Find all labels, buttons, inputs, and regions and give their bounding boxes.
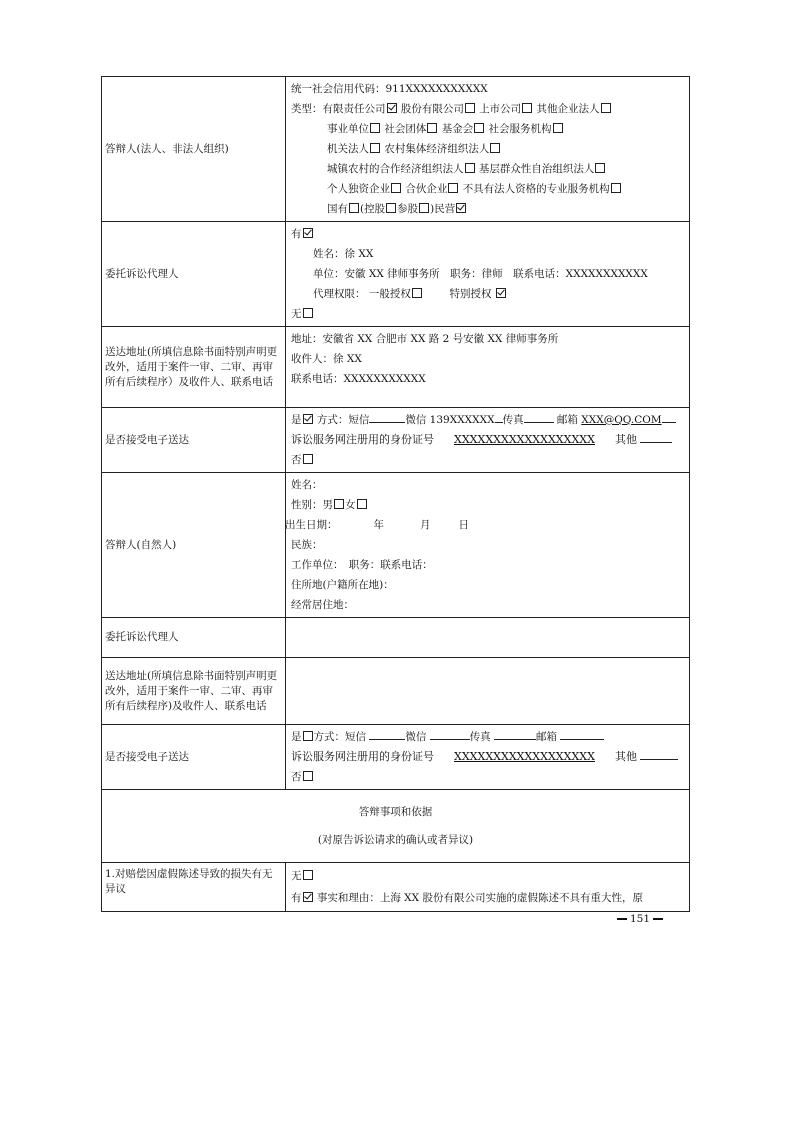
esvc2-other-field[interactable] [640,748,678,760]
item1-yes-label: 有 [291,892,302,904]
esvc1-label: 是否接受电子送达 [102,408,286,473]
female-checkbox[interactable] [357,499,367,509]
entity-type-checkbox[interactable] [465,163,475,173]
agent1-label: 委托诉讼代理人 [102,222,286,327]
entity-type-checkbox[interactable] [387,103,397,113]
section-heading [102,790,690,863]
sms-field[interactable] [369,411,405,423]
day-label: 日 [458,519,469,531]
fax-field[interactable] [524,411,554,423]
private-checkbox[interactable] [456,203,466,213]
entity-type-row5 [291,179,685,199]
agent2-value[interactable] [286,618,690,658]
entity-type-checkbox[interactable] [474,123,484,133]
esvc1-email-value[interactable]: XXX@QQ.COM [581,414,662,426]
esvc2-sms-field[interactable] [369,728,405,740]
address1-recipient: 收件人：徐 XX [291,353,362,365]
entity-type-option-label: 社会服务机构 [488,123,552,135]
entity-type-checkbox[interactable] [595,163,605,173]
holding-checkbox[interactable] [386,203,396,213]
address2-row [102,658,690,725]
natural-label: 答辩人(自然人) [102,473,286,618]
agent1-yes-checkbox[interactable] [303,228,313,238]
entity-type-checkbox[interactable] [448,183,458,193]
agent1-authority [291,284,685,304]
agent1-no [291,304,685,324]
ownership-private-label: )民营 [430,203,456,215]
esvc1-no-checkbox[interactable] [303,454,313,464]
item1-row [102,863,690,912]
male-checkbox[interactable] [334,499,344,509]
address2-value[interactable] [286,658,690,725]
address1-row [102,327,690,408]
general-auth-label: 一般授权 [368,288,411,300]
entity-type-row1 [291,99,685,119]
natural-work: 工作单位： 职务：联系电话： [291,559,433,571]
section-title: 答辩事项和依据 [358,806,433,818]
esvc1-no-label: 否 [291,454,302,466]
entity-type-option-label: 农村集体经济组织法人 [384,143,490,155]
item1-no-checkbox[interactable] [303,870,313,880]
agent2-row [102,618,690,658]
address1-addr: 地址：安徽省 XX 合肥市 XX 路 2 号安徽 XX 律师事务所 [291,333,559,345]
esvc2-id-line [291,747,685,767]
agent1-name: 姓名：徐 XX [313,248,374,260]
defense-form-table [101,76,690,912]
natural-residence: 经常居住地： [291,599,354,611]
legal-entity-row [102,77,690,222]
esvc2-method: 方式：短信 [313,731,366,743]
esvc1-wechat: 微信 139XXXXXX [405,414,495,426]
entity-type-option-label: 城镇农村的合作经济组织法人 [327,163,464,175]
special-auth-checkbox[interactable] [496,288,506,298]
agent1-unit: 单位：安徽 XX 律师事务所 职务：律师 联系电话：XXXXXXXXXXX [313,268,648,280]
section-subtitle: (对原告诉讼请求的确认或者异议) [317,834,474,846]
esvc1-id-line [291,430,685,450]
agent1-yes [291,224,685,244]
item1-label: 1.对赔偿因虚假陈述导致的损失有无异议 [102,863,286,912]
esvc2-wechat: 微信 [405,731,427,743]
entity-type-option-label: 基层群众性自治组织法人 [478,163,595,175]
esvc1-no [291,450,685,470]
esvc1-id-label: 诉讼服务网注册用的身份证号 [291,433,434,446]
month-label: 月 [420,519,431,531]
esvc2-email-field[interactable] [560,728,604,740]
esvc2-fax-field[interactable] [494,728,536,740]
general-auth-checkbox[interactable] [412,288,422,298]
authority-label: 代理权限： [313,288,366,300]
esvc2-no-label: 否 [291,771,302,783]
special-auth-label: 特别授权 [449,288,492,300]
esvc2-email: 邮箱 [536,731,558,743]
esvc1-yes-checkbox[interactable] [303,414,313,424]
address2-label: 送达地址(所填信息除书面特别声明更改外，适用于案件一审、二审、再审所有后续程序)及收件人、联系电话 [102,658,286,725]
item1-yes [291,888,685,908]
natural-ethnic: 民族： [291,539,323,551]
entity-type-option-label: 有限责任公司 [322,103,386,115]
esvc2-id-label: 诉讼服务网注册用的身份证号 [291,750,434,763]
esvc2-no [291,767,685,787]
item1-value [286,863,690,912]
esvc2-no-checkbox[interactable] [303,771,313,781]
state-owned-checkbox[interactable] [349,203,359,213]
entity-type-checkbox[interactable] [427,123,437,133]
entity-type-option-label: 上市公司 [479,103,522,115]
item1-yes-checkbox[interactable] [303,892,313,902]
entity-type-checkbox[interactable] [391,183,401,193]
ownership-holding-label: (控股 [360,203,386,215]
item1-no-label: 无 [291,870,302,882]
natural-gender [291,495,685,515]
esvc2-label: 是否接受电子送达 [102,725,286,790]
natural-value [286,473,690,618]
entity-type-checkbox[interactable] [370,143,380,153]
natural-domicile: 住所地(户籍所在地)： [291,579,394,591]
esvc2-row [102,725,690,790]
esvc2-method-line [291,727,685,747]
agent1-no-checkbox[interactable] [303,308,313,318]
esvc2-yes-checkbox[interactable] [303,731,313,741]
esvc2-other: 其他 [614,750,637,763]
entity-type-option-label: 事业单位 [327,123,369,135]
agent1-row [102,222,690,327]
birth-label: 出生日期： [285,519,338,531]
esvc1-fax: 传真 [502,414,524,426]
page-number-text: 151 [630,913,651,925]
entity-type-option-label: 机关法人 [327,143,369,155]
natural-row [102,473,690,618]
section-heading-row [102,790,690,863]
credit-code: 统一社会信用代码：911XXXXXXXXXXX [291,83,488,95]
legal-entity-value [286,77,690,222]
type-label: 类型： [291,103,323,115]
share-checkbox[interactable] [419,203,429,213]
esvc1-id-value[interactable]: XXXXXXXXXXXXXXXXXX [454,433,595,446]
entity-type-checkbox[interactable] [553,123,563,133]
entity-type-option-label: 合伙企业 [405,183,448,195]
agent1-yes-label: 有 [291,228,302,240]
natural-name: 姓名： [291,479,323,491]
item1-reason-text: 事实和理由：上海 XX 股份有限公司实施的虚假陈述不具有重大性，原 [316,892,643,904]
address1-label: 送达地址(所填信息除书面特别声明更改外，适用于案件一审、二审、再审所有后续程序）及收件人、联系电话 [102,327,286,408]
entity-type-option-label: 其他企业法人 [536,103,600,115]
esvc2-wechat-field[interactable] [430,728,470,740]
agent2-label: 委托诉讼代理人 [102,618,286,658]
address1-value [286,327,690,408]
esvc2-yes-label: 是 [291,731,302,743]
email-tail [662,411,676,423]
entity-type-option-label: 股份有限公司 [400,103,464,115]
esvc1-method: 方式：短信 [316,414,370,426]
agent1-no-label: 无 [291,308,302,320]
entity-type-option-label: 基金会 [441,123,474,135]
wechat-tail [495,411,503,423]
entity-type-checkbox[interactable] [465,103,475,113]
ownership-state-label: 国有 [327,203,348,215]
esvc1-method-line [291,410,685,430]
gender-label: 性别： [291,499,323,511]
page-number [614,913,666,925]
natural-birth [285,515,685,535]
entity-type-row3 [291,139,685,159]
address1-phone: 联系电话：XXXXXXXXXXX [291,373,426,385]
entity-type-checkbox[interactable] [601,103,611,113]
ownership-share-label: 参股 [397,203,419,215]
esvc1-email: 邮箱 [556,414,578,426]
entity-type-option-label: 不具有法人资格的专业服务机构 [462,183,610,195]
ownership-row [291,199,685,219]
esvc1-other-field[interactable] [640,431,672,443]
legal-entity-label: 答辩人(法人、非法人组织) [102,77,286,222]
entity-type-row2 [291,119,685,139]
entity-type-row4 [291,159,685,179]
female-label: 女 [345,499,356,511]
esvc1-row [102,408,690,473]
entity-type-checkbox[interactable] [490,143,500,153]
item1-no [291,866,685,888]
entity-type-option-label: 个人独资企业 [327,183,390,195]
entity-type-option-label: 社会团体 [384,123,427,135]
esvc2-value [286,725,690,790]
entity-type-checkbox[interactable] [611,183,621,193]
esvc1-yes-label: 是 [291,414,302,426]
entity-type-checkbox[interactable] [522,103,532,113]
esvc1-value [286,408,690,473]
esvc2-id-value[interactable]: XXXXXXXXXXXXXXXXXX [454,750,595,763]
entity-type-checkbox[interactable] [370,123,380,133]
male-label: 男 [322,499,333,511]
esvc2-fax: 传真 [469,731,491,743]
agent1-value [286,222,690,327]
year-label: 年 [373,519,384,531]
esvc1-other: 其他 [614,433,637,446]
